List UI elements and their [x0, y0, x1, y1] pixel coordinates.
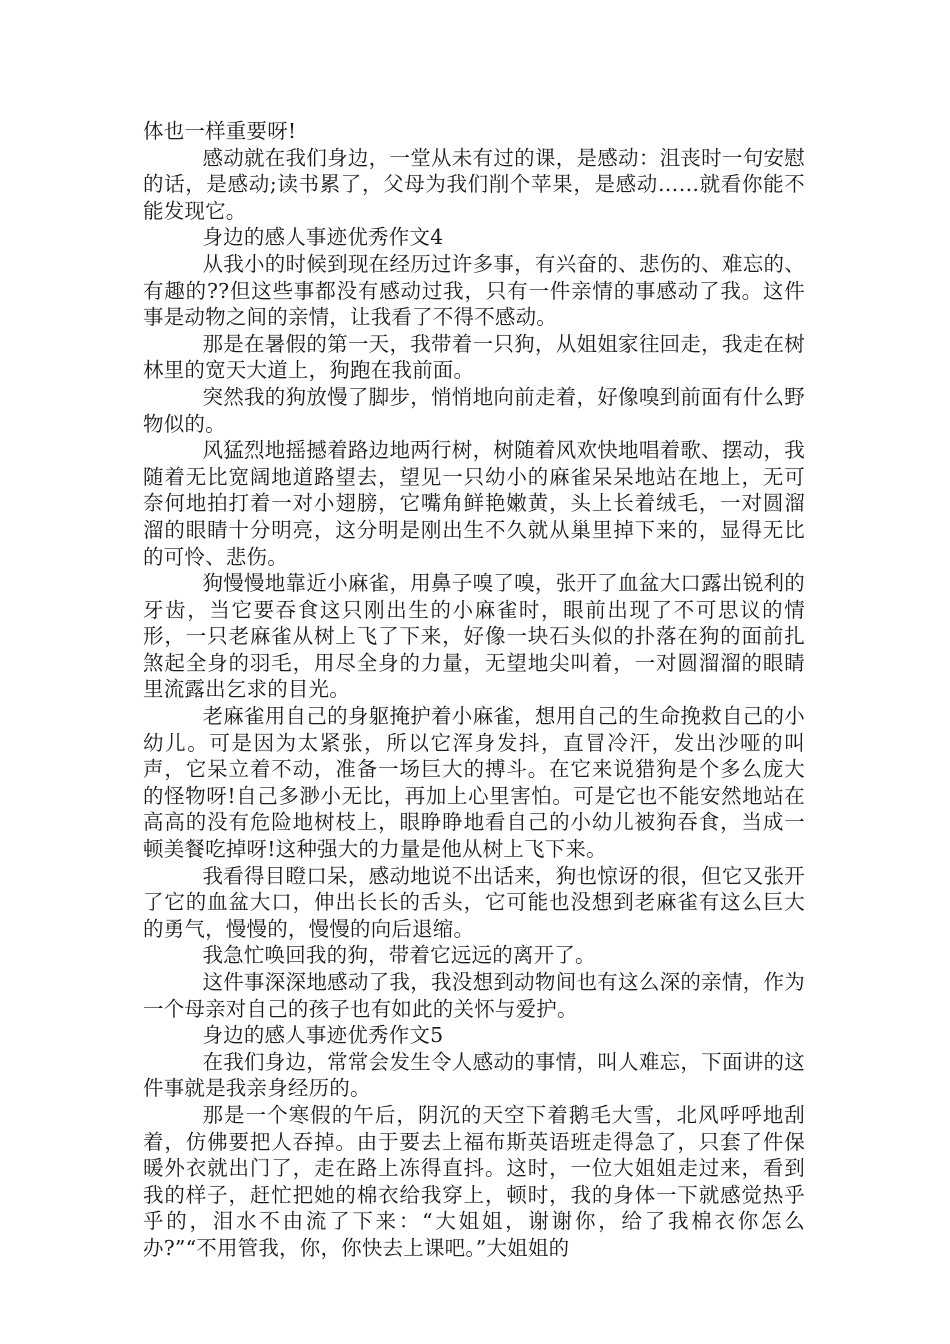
paragraph: 我看得目瞪口呆，感动地说不出话来，狗也惊讶的很，但它又张开了它的血盆大口，伸出长长的舌头，它可能也没想到老麻雀有这么巨大的勇气，慢慢的，慢慢的向后退缩。 [143, 863, 805, 941]
paragraph: 体也一样重要呀! [143, 119, 297, 143]
paragraph: 我急忙唤回我的狗，带着它远远的离开了。 [202, 943, 596, 968]
paragraph: 那是一个寒假的午后，阴沉的天空下着鹅毛大雪，北风呼呼地刮着，仿佛要把人吞掉。由于要去上福布斯英语班走得急了，只套了件保暖外衣就出门了，走在路上冻得直抖。这时，一位大姐姐走过来，看到我的样子，赶忙把她的棉衣给我穿上，顿时，我的身体一下就感觉热乎乎的，泪水不由流了下来：“大姐姐，谢谢你，给了我棉衣你怎么办?”“不用管我，你，你快去上课吧。”大姐姐的 [143, 1102, 805, 1260]
paragraph: 感动就在我们身边，一堂从未有过的课，是感动：沮丧时一句安慰的话，是感动;读书累了，父母为我们削个苹果，是感动……就看你能不能发现它。 [143, 145, 805, 223]
document-page [143, 118, 805, 1262]
paragraph: 突然我的狗放慢了脚步，悄悄地向前走着，好像嗅到前面有什么野物似的。 [143, 384, 805, 436]
paragraph: 老麻雀用自己的身躯掩护着小麻雀，想用自己的生命挽救自己的小幼儿。可是因为太紧张，所以它浑身发抖，直冒冷汗，发出沙哑的叫声，它呆立着不动，准备一场巨大的搏斗。在它来说猎狗是个多么庞大的怪物呀!自己多渺小无比，再加上心里害怕。可是它也不能安然地站在高高的没有危险地树枝上，眼睁睁地看自己的小幼儿被狗吞食，当成一顿美餐吃掉呀!这种强大的力量是他从树上飞下来。 [143, 704, 805, 862]
section-heading: 身边的感人事迹优秀作文4 [202, 225, 444, 250]
paragraph: 这件事深深地感动了我，我没想到动物间也有这么深的亲情，作为一个母亲对自己的孩子也有如此的关怀与爱护。 [143, 970, 805, 1021]
paragraph: 从我小的时候到现在经历过许多事，有兴奋的、悲伤的、难忘的、有趣的??但这些事都没有感动过我，只有一件亲情的事感动了我。这件事是动物之间的亲情，让我看了不得不感动。 [143, 251, 805, 330]
section-heading: 身边的感人事迹优秀作文5 [202, 1023, 444, 1048]
paragraph: 在我们身边，常常会发生令人感动的事情，叫人难忘，下面讲的这件事就是我亲身经历的。 [143, 1049, 805, 1101]
paragraph: 风猛烈地摇撼着路边地两行树，树随着风欢快地唱着歌、摆动，我随着无比宽阔地道路望去，望见一只幼小的麻雀呆呆地站在地上，无可奈何地拍打着一对小翅膀，它嘴角鲜艳嫩黄，头上长着绒毛，一对圆溜溜的眼睛十分明亮，这分明是刚出生不久就从巢里掉下来的，显得无比的可怜、悲伤。 [143, 438, 805, 569]
paragraph: 那是在暑假的第一天，我带着一只狗，从姐姐家往回走，我走在树林里的宽天大道上，狗跑在我前面。 [143, 331, 805, 383]
paragraph: 狗慢慢地靠近小麻雀，用鼻子嗅了嗅，张开了血盆大口露出锐利的牙齿，当它要吞食这只刚出生的小麻雀时，眼前出现了不可思议的情形，一只老麻雀从树上飞了下来，好像一块石头似的扑落在狗的面前扎煞起全身的羽毛，用尽全身的力量，无望地尖叫着，一对圆溜溜的眼睛里流露出乞求的目光。 [143, 571, 805, 702]
